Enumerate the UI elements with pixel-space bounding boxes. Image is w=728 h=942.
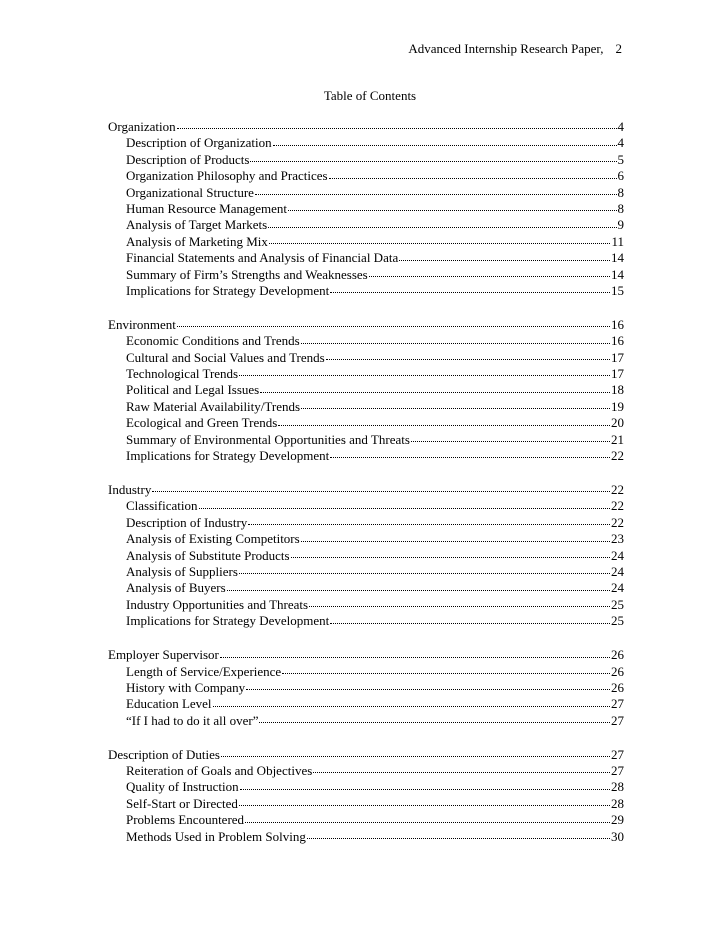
- toc-section: [108, 747, 624, 845]
- toc-entry-page: 14: [611, 250, 624, 266]
- toc-entry-page: 27: [611, 763, 624, 779]
- toc-entry-page: 27: [611, 712, 624, 728]
- toc-entry-label: Financial Statements and Analysis of Financial Data: [126, 250, 399, 266]
- toc-entry-label: Length of Service/Experience: [126, 663, 282, 679]
- toc-entry-page: 21: [611, 431, 624, 447]
- dot-leader: [282, 673, 610, 674]
- toc-entry-label: History with Company: [126, 679, 246, 695]
- toc-entry-page: 8: [617, 200, 624, 216]
- dot-leader: [199, 508, 611, 509]
- dot-leader: [269, 243, 611, 244]
- toc-entry-label: Description of Duties: [108, 746, 220, 762]
- toc-entry-label: Ecological and Green Trends: [126, 415, 278, 431]
- toc-entry-label: Organizational Structure: [126, 184, 254, 200]
- toc-entry-label: Industry: [108, 482, 152, 497]
- toc-entry-page: 23: [611, 531, 624, 547]
- dot-leader: [177, 128, 617, 129]
- toc-entry-label: Raw Material Availability/Trends: [126, 398, 301, 414]
- toc-entry-label: Implications for Strategy Development: [126, 282, 330, 298]
- toc-subentry: [108, 829, 624, 845]
- toc-subentry: [108, 201, 624, 217]
- toc-entry-page: 27: [611, 696, 624, 712]
- dot-leader: [239, 375, 610, 376]
- dot-leader: [245, 822, 610, 823]
- dot-leader: [248, 524, 610, 525]
- page-number: 2: [615, 41, 622, 56]
- toc-entry-label: Summary of Environmental Opportunities and Threats: [126, 431, 410, 447]
- toc-subentry: [108, 399, 624, 415]
- dot-leader: [221, 756, 610, 757]
- toc-subentry: [108, 234, 624, 250]
- toc-entry-label: Summary of Firm’s Strengths and Weaknesses: [126, 266, 368, 282]
- toc-entry-page: 22: [611, 514, 624, 530]
- toc-entry-label: Analysis of Marketing Mix: [126, 233, 268, 249]
- dot-leader: [301, 343, 610, 344]
- toc-entry-page: 17: [611, 349, 624, 365]
- toc-section: [108, 482, 624, 630]
- toc-entry-page: 4: [617, 135, 624, 151]
- toc-entry-page: 24: [611, 563, 624, 579]
- toc-entry-page: 17: [611, 366, 624, 382]
- toc-subentry: [108, 152, 624, 168]
- table-of-contents: [108, 119, 624, 863]
- toc-subentry: [108, 664, 624, 680]
- toc-entry-page: 22: [611, 498, 624, 514]
- toc-entry-page: 14: [611, 266, 624, 282]
- toc-subentry: [108, 531, 624, 547]
- dot-leader: [301, 541, 610, 542]
- toc-subentry: [108, 680, 624, 696]
- dot-leader: [246, 689, 610, 690]
- toc-entry-page: 26: [611, 647, 624, 663]
- toc-entry-label: Economic Conditions and Trends: [126, 333, 300, 349]
- toc-subentry: [108, 250, 624, 266]
- toc-subentry: [108, 333, 624, 349]
- toc-entry-label: Employer Supervisor: [108, 647, 219, 663]
- toc-subentry: [108, 696, 624, 712]
- dot-leader: [220, 657, 610, 658]
- toc-section-heading: [108, 747, 624, 763]
- toc-subentry: [108, 515, 624, 531]
- running-header: [408, 41, 622, 57]
- toc-entry-label: Education Level: [126, 696, 212, 712]
- dot-leader: [330, 623, 610, 624]
- toc-entry-page: 8: [617, 184, 624, 200]
- toc-entry-label: Political and Legal Issues: [126, 382, 260, 398]
- dot-leader: [239, 573, 610, 574]
- toc-subentry: [108, 564, 624, 580]
- toc-title-text: Table of Contents: [323, 88, 417, 103]
- dot-leader: [411, 441, 610, 442]
- toc-entry-page: 4: [617, 119, 624, 134]
- toc-section-heading: [108, 647, 624, 663]
- toc-entry-page: 27: [611, 746, 624, 762]
- dot-leader: [213, 706, 610, 707]
- dot-leader: [288, 210, 616, 211]
- toc-subentry: [108, 580, 624, 596]
- toc-entry-label: Implications for Strategy Development: [126, 613, 330, 629]
- toc-subentry: [108, 382, 624, 398]
- toc-entry-page: 6: [617, 168, 624, 184]
- dot-leader: [268, 227, 616, 228]
- toc-entry-page: 11: [611, 233, 624, 249]
- toc-subentry: [108, 613, 624, 629]
- toc-entry-label: Reiteration of Goals and Objectives: [126, 763, 313, 779]
- dot-leader: [301, 408, 610, 409]
- toc-entry-label: Methods Used in Problem Solving: [126, 828, 306, 844]
- toc-entry-page: 22: [611, 482, 624, 497]
- toc-entry-label: Analysis of Suppliers: [126, 563, 238, 579]
- toc-entry-page: 16: [611, 333, 624, 349]
- toc-section-heading: [108, 317, 624, 333]
- toc-entry-page: 15: [611, 282, 624, 298]
- toc-entry-label: Organization: [108, 119, 176, 134]
- toc-subentry: [108, 779, 624, 795]
- dot-leader: [399, 260, 610, 261]
- toc-entry-page: 16: [611, 316, 624, 332]
- toc-subentry: [108, 713, 624, 729]
- toc-subentry: [108, 796, 624, 812]
- toc-entry-page: 29: [611, 812, 624, 828]
- toc-entry-label: Human Resource Management: [126, 200, 288, 216]
- dot-leader: [291, 557, 610, 558]
- toc-section: [108, 647, 624, 729]
- running-title: Advanced Internship Research Paper,: [408, 41, 604, 56]
- toc-subentry: [108, 498, 624, 514]
- toc-subentry: [108, 350, 624, 366]
- dot-leader: [307, 838, 610, 839]
- toc-entry-label: Analysis of Substitute Products: [126, 547, 290, 563]
- dot-leader: [329, 178, 617, 179]
- toc-entry-page: 18: [611, 382, 624, 398]
- dot-leader: [369, 276, 610, 277]
- toc-entry-page: 26: [611, 679, 624, 695]
- dot-leader: [240, 789, 610, 790]
- toc-subentry: [108, 763, 624, 779]
- dot-leader: [313, 772, 610, 773]
- toc-entry-label: Technological Trends: [126, 366, 239, 382]
- toc-subentry: [108, 135, 624, 151]
- toc-subentry: [108, 432, 624, 448]
- toc-section: [108, 119, 624, 299]
- toc-section: [108, 317, 624, 465]
- toc-entry-page: 20: [611, 415, 624, 431]
- toc-entry-label: Description of Industry: [126, 514, 248, 530]
- dot-leader: [227, 590, 610, 591]
- toc-entry-label: Self-Start or Directed: [126, 795, 238, 811]
- dot-leader: [259, 722, 610, 723]
- toc-entry-label: Environment: [108, 316, 176, 332]
- toc-subentry: [108, 185, 624, 201]
- toc-entry-label: Implications for Strategy Development: [126, 448, 330, 464]
- toc-subentry: [108, 267, 624, 283]
- toc-entry-label: Classification: [126, 498, 198, 514]
- toc-subentry: [108, 597, 624, 613]
- toc-entry-page: 28: [611, 779, 624, 795]
- toc-subentry: [108, 283, 624, 299]
- dot-leader: [273, 145, 617, 146]
- toc-entry-label: Problems Encountered: [126, 812, 245, 828]
- toc-subentry: [108, 812, 624, 828]
- toc-entry-label: Description of Organization: [126, 135, 272, 151]
- toc-entry-label: Analysis of Buyers: [126, 580, 226, 596]
- dot-leader: [152, 491, 610, 492]
- toc-entry-label: Description of Products: [126, 151, 250, 167]
- toc-entry-label: “If I had to do it all over”: [126, 712, 259, 728]
- dot-leader: [239, 805, 610, 806]
- toc-entry-label: Cultural and Social Values and Trends: [126, 349, 325, 365]
- dot-leader: [250, 161, 616, 162]
- toc-entry-page: 22: [611, 448, 624, 464]
- dot-leader: [326, 359, 610, 360]
- dot-leader: [177, 326, 610, 327]
- toc-subentry: [108, 415, 624, 431]
- toc-entry-page: 9: [617, 217, 624, 233]
- toc-entry-page: 25: [611, 613, 624, 629]
- toc-section-heading: [108, 119, 624, 135]
- toc-entry-page: 28: [611, 795, 624, 811]
- toc-subentry: [108, 448, 624, 464]
- toc-entry-page: 25: [611, 596, 624, 612]
- toc-entry-label: Analysis of Target Markets: [126, 217, 268, 233]
- toc-entry-label: Industry Opportunities and Threats: [126, 596, 309, 612]
- toc-section-heading: [108, 482, 624, 498]
- toc-entry-label: Analysis of Existing Competitors: [126, 531, 300, 547]
- toc-subentry: [108, 217, 624, 233]
- toc-entry-page: 24: [611, 580, 624, 596]
- dot-leader: [278, 425, 610, 426]
- dot-leader: [330, 457, 610, 458]
- dot-leader: [309, 606, 610, 607]
- toc-subentry: [108, 366, 624, 382]
- dot-leader: [260, 392, 610, 393]
- dot-leader: [255, 194, 617, 195]
- toc-subentry: [108, 548, 624, 564]
- toc-entry-label: Organization Philosophy and Practices: [126, 168, 328, 184]
- dot-leader: [330, 292, 610, 293]
- toc-entry-label: Quality of Instruction: [126, 779, 239, 795]
- toc-subentry: [108, 168, 624, 184]
- toc-entry-page: 19: [611, 398, 624, 414]
- toc-entry-page: 24: [611, 547, 624, 563]
- toc-entry-page: 26: [611, 663, 624, 679]
- toc-title: [0, 88, 728, 104]
- toc-entry-page: 5: [617, 151, 624, 167]
- toc-entry-page: 30: [611, 828, 624, 844]
